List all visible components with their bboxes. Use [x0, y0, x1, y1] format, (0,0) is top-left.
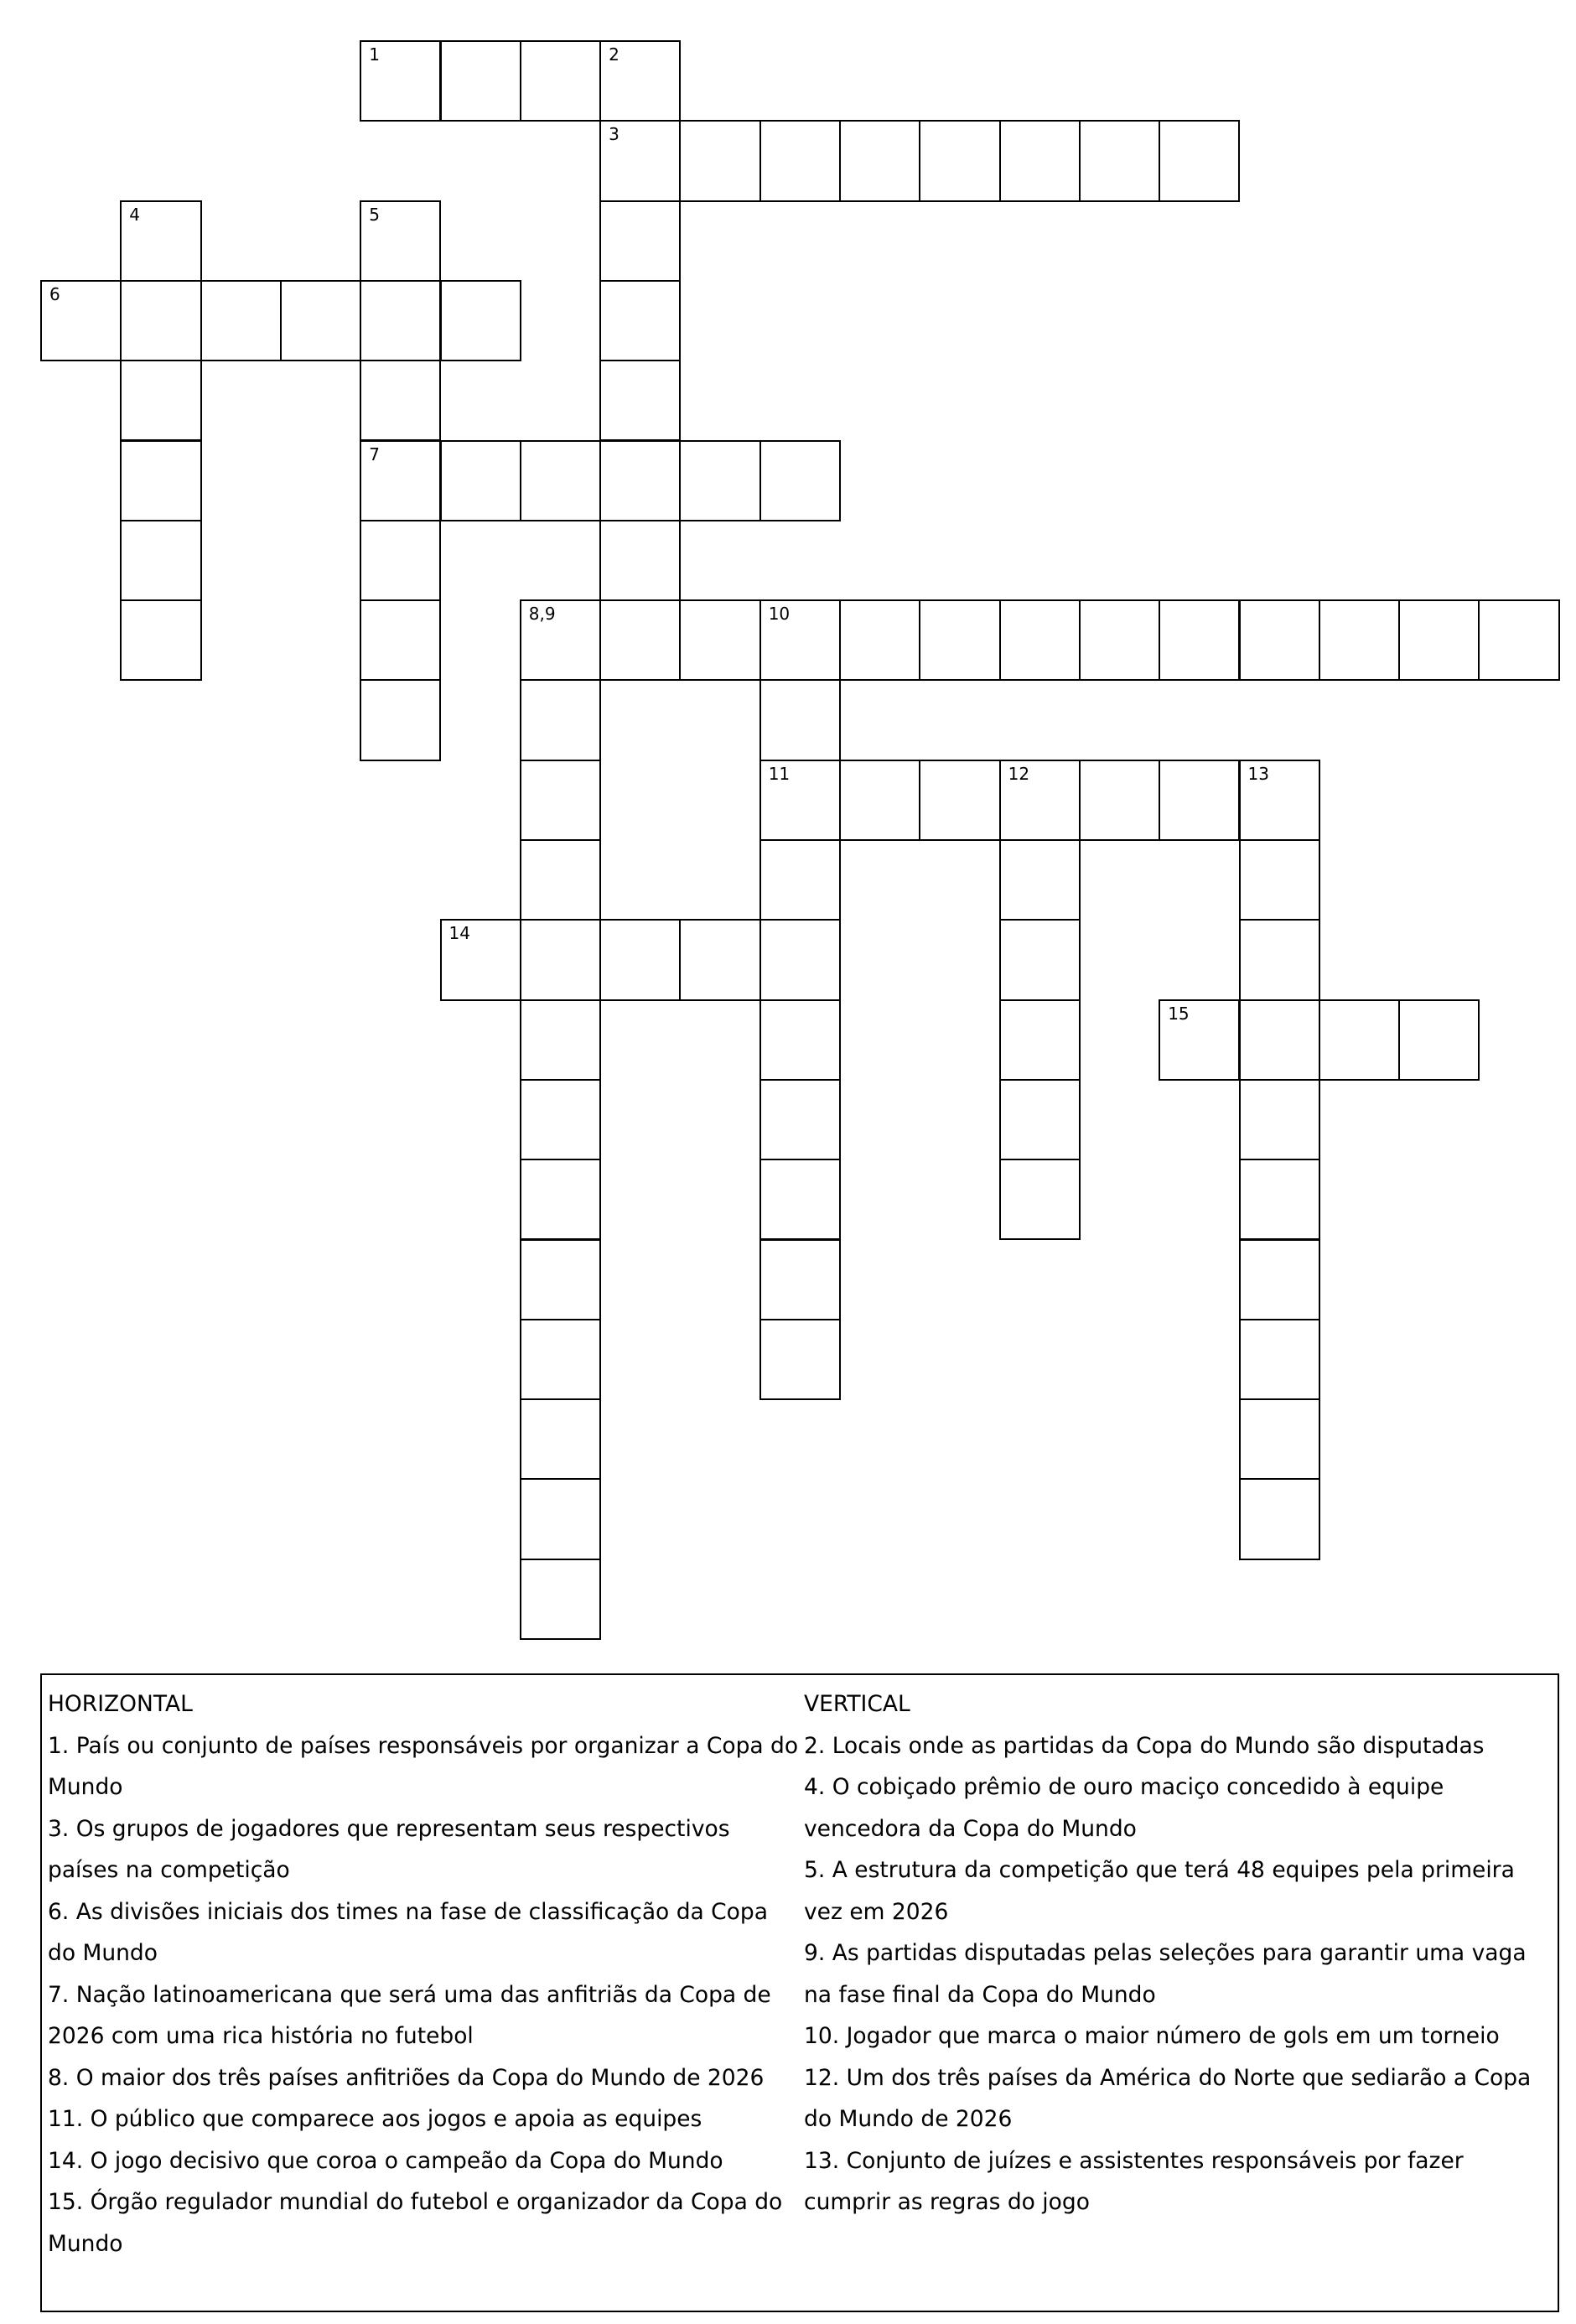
crossword-cell[interactable] [1159, 999, 1240, 1081]
clue-number: 4 [129, 204, 141, 225]
crossword-cell[interactable] [599, 120, 681, 201]
clue-number: 14 [448, 923, 470, 944]
down-clues [804, 1683, 1542, 2223]
crossword-cell[interactable] [599, 280, 681, 361]
across-clue: 8. O maior dos três países anfitriões da Copa do Mundo de 2026 [48, 2064, 765, 2091]
crossword-cell[interactable] [839, 599, 920, 681]
crossword-cell[interactable] [520, 599, 601, 681]
crossword-cell[interactable] [40, 280, 122, 361]
crossword-cell[interactable] [440, 40, 521, 122]
crossword-cell[interactable] [1079, 760, 1160, 841]
crossword-cell[interactable] [120, 599, 201, 681]
crossword-cell[interactable] [679, 599, 760, 681]
crossword-cell[interactable] [1079, 599, 1160, 681]
crossword-cell[interactable] [599, 599, 681, 681]
crossword-cell[interactable] [360, 360, 441, 441]
crossword-cell[interactable] [1239, 599, 1320, 681]
crossword-cell[interactable] [1239, 760, 1320, 841]
clue-number: 1 [369, 44, 380, 65]
across-clue: 3. Os grupos de jogadores que representam seus respectivos países na competição [48, 1815, 730, 1883]
crossword-cell[interactable] [999, 760, 1081, 841]
down-clue: 5. A estrutura da competição que terá 48 equipes pela primeira vez em 2026 [804, 1857, 1515, 1925]
crossword-cell[interactable] [520, 440, 601, 521]
crossword-cell[interactable] [1239, 1239, 1320, 1320]
crossword-cell[interactable] [839, 760, 920, 841]
across-clue: 7. Nação latinoamericana que será uma das anfitriãs da Copa de 2026 com uma rica história no futebol [48, 1981, 771, 2049]
crossword-cell[interactable] [1239, 999, 1320, 1081]
crossword-cell[interactable] [759, 1079, 841, 1160]
crossword-cell[interactable] [599, 520, 681, 601]
crossword-cell[interactable] [1159, 120, 1240, 201]
crossword-cell[interactable] [520, 1398, 601, 1480]
across-clues [48, 1683, 802, 2264]
crossword-cell[interactable] [360, 679, 441, 760]
crossword-cell[interactable] [919, 599, 1000, 681]
crossword-cell[interactable] [999, 919, 1081, 1000]
crossword-cell[interactable] [520, 1319, 601, 1400]
crossword-cell[interactable] [520, 999, 601, 1081]
down-clue: 9. As partidas disputadas pelas seleções para garantir uma vaga na fase final da Copa do Mundo [804, 1940, 1527, 2008]
crossword-cell[interactable] [520, 1079, 601, 1160]
clue-number: 6 [49, 283, 60, 304]
crossword-cell[interactable] [999, 839, 1081, 921]
crossword-cell[interactable] [999, 999, 1081, 1081]
clue-number: 11 [768, 763, 791, 784]
crossword-cell[interactable] [1398, 599, 1480, 681]
clue-number: 12 [1008, 763, 1030, 784]
crossword-cell[interactable] [999, 599, 1081, 681]
crossword-cell[interactable] [1239, 839, 1320, 921]
across-clue: 14. O jogo decisivo que coroa o campeão da Copa do Mundo [48, 2147, 723, 2174]
crossword-cell[interactable] [120, 280, 201, 361]
crossword-cell[interactable] [1079, 120, 1160, 201]
crossword-cell[interactable] [999, 120, 1081, 201]
crossword-cell[interactable] [520, 919, 601, 1000]
clue-number: 7 [369, 444, 380, 464]
crossword-cell[interactable] [520, 40, 601, 122]
crossword-cell[interactable] [679, 440, 760, 521]
crossword-cell[interactable] [520, 1239, 601, 1320]
across-clue: 11. O público que comparece aos jogos e apoia as equipes [48, 2106, 702, 2132]
crossword-cell[interactable] [919, 120, 1000, 201]
crossword-cell[interactable] [759, 1159, 841, 1240]
crossword-cell[interactable] [1478, 599, 1559, 681]
crossword-cell[interactable] [120, 520, 201, 601]
crossword-cell[interactable] [599, 200, 681, 282]
crossword-cell[interactable] [1159, 599, 1240, 681]
crossword-cell[interactable] [440, 919, 521, 1000]
clue-number: 15 [1168, 1003, 1190, 1024]
crossword-cell[interactable] [919, 760, 1000, 841]
crossword-cell[interactable] [520, 1478, 601, 1559]
crossword-cell[interactable] [1319, 999, 1400, 1081]
crossword-cell[interactable] [520, 1159, 601, 1240]
clue-number: 13 [1247, 763, 1269, 784]
down-clue: 13. Conjunto de juízes e assistentes responsáveis por fazer cumprir as regras do jogo [804, 2147, 1464, 2215]
crossword-cell[interactable] [759, 440, 841, 521]
crossword-cell[interactable] [679, 919, 760, 1000]
crossword-cell[interactable] [759, 679, 841, 760]
clue-number: 8,9 [528, 604, 556, 625]
crossword-cell[interactable] [1239, 1398, 1320, 1480]
down-clue: 10. Jogador que marca o maior número de gols em um torneio [804, 2023, 1500, 2049]
crossword-cell[interactable] [759, 839, 841, 921]
across-clue: 15. Órgão regulador mundial do futebol e organizador da Copa do Mundo [48, 2189, 783, 2257]
crossword-cell[interactable] [759, 760, 841, 841]
crossword-cell[interactable] [679, 120, 760, 201]
crossword-cell[interactable] [599, 40, 681, 122]
across-clue: 1. País ou conjunto de países responsáveis por organizar a Copa do Mundo [48, 1732, 799, 1800]
crossword-cell[interactable] [200, 280, 282, 361]
crossword-cell[interactable] [360, 599, 441, 681]
crossword-cell[interactable] [440, 440, 521, 521]
crossword-cell[interactable] [759, 919, 841, 1000]
crossword-cell[interactable] [1239, 1079, 1320, 1160]
crossword-cell[interactable] [520, 679, 601, 760]
crossword-cell[interactable] [360, 200, 441, 282]
crossword-cell[interactable] [759, 599, 841, 681]
crossword-cell[interactable] [759, 999, 841, 1081]
crossword-cell[interactable] [1239, 1159, 1320, 1240]
down-clue: 4. O cobiçado prêmio de ouro maciço concedido à equipe vencedora da Copa do Mundo [804, 1774, 1444, 1842]
crossword-cell[interactable] [999, 1079, 1081, 1160]
crossword-cell[interactable] [1159, 760, 1240, 841]
crossword-cell[interactable] [839, 120, 920, 201]
crossword-cell[interactable] [759, 1239, 841, 1320]
crossword-cell[interactable] [280, 280, 361, 361]
crossword-cell[interactable] [1398, 999, 1480, 1081]
crossword-cell[interactable] [759, 120, 841, 201]
crossword-cell[interactable] [120, 360, 201, 441]
crossword-cell[interactable] [360, 40, 441, 122]
across-clue: 6. As divisões iniciais dos times na fase de classificação da Copa do Mundo [48, 1898, 768, 1966]
crossword-cell[interactable] [360, 440, 441, 521]
crossword-cell[interactable] [360, 280, 441, 361]
crossword-cell[interactable] [759, 1319, 841, 1400]
across-heading: HORIZONTAL [48, 1691, 193, 1717]
down-clue: 12. Um dos três países da América do Norte que sediarão a Copa do Mundo de 2026 [804, 2064, 1532, 2132]
crossword-cell[interactable] [599, 919, 681, 1000]
crossword-cell[interactable] [120, 440, 201, 521]
crossword-cell[interactable] [1239, 1319, 1320, 1400]
clue-number: 3 [609, 124, 620, 145]
clues-box [40, 1673, 1559, 2312]
crossword-cell[interactable] [120, 200, 201, 282]
clue-number: 2 [609, 44, 620, 65]
crossword-cell[interactable] [520, 760, 601, 841]
crossword-cell[interactable] [599, 360, 681, 441]
clue-number: 5 [369, 204, 380, 225]
crossword-cell[interactable] [520, 1559, 601, 1640]
clue-number: 10 [768, 604, 791, 625]
crossword-cell[interactable] [999, 1159, 1081, 1240]
crossword-cell[interactable] [599, 440, 681, 521]
crossword-cell[interactable] [440, 280, 521, 361]
crossword-cell[interactable] [1319, 599, 1400, 681]
crossword-cell[interactable] [1239, 919, 1320, 1000]
crossword-cell[interactable] [520, 839, 601, 921]
crossword-cell[interactable] [360, 520, 441, 601]
crossword-cell[interactable] [1239, 1478, 1320, 1559]
down-heading: VERTICAL [804, 1691, 910, 1717]
down-clue: 2. Locais onde as partidas da Copa do Mundo são disputadas [804, 1732, 1485, 1759]
